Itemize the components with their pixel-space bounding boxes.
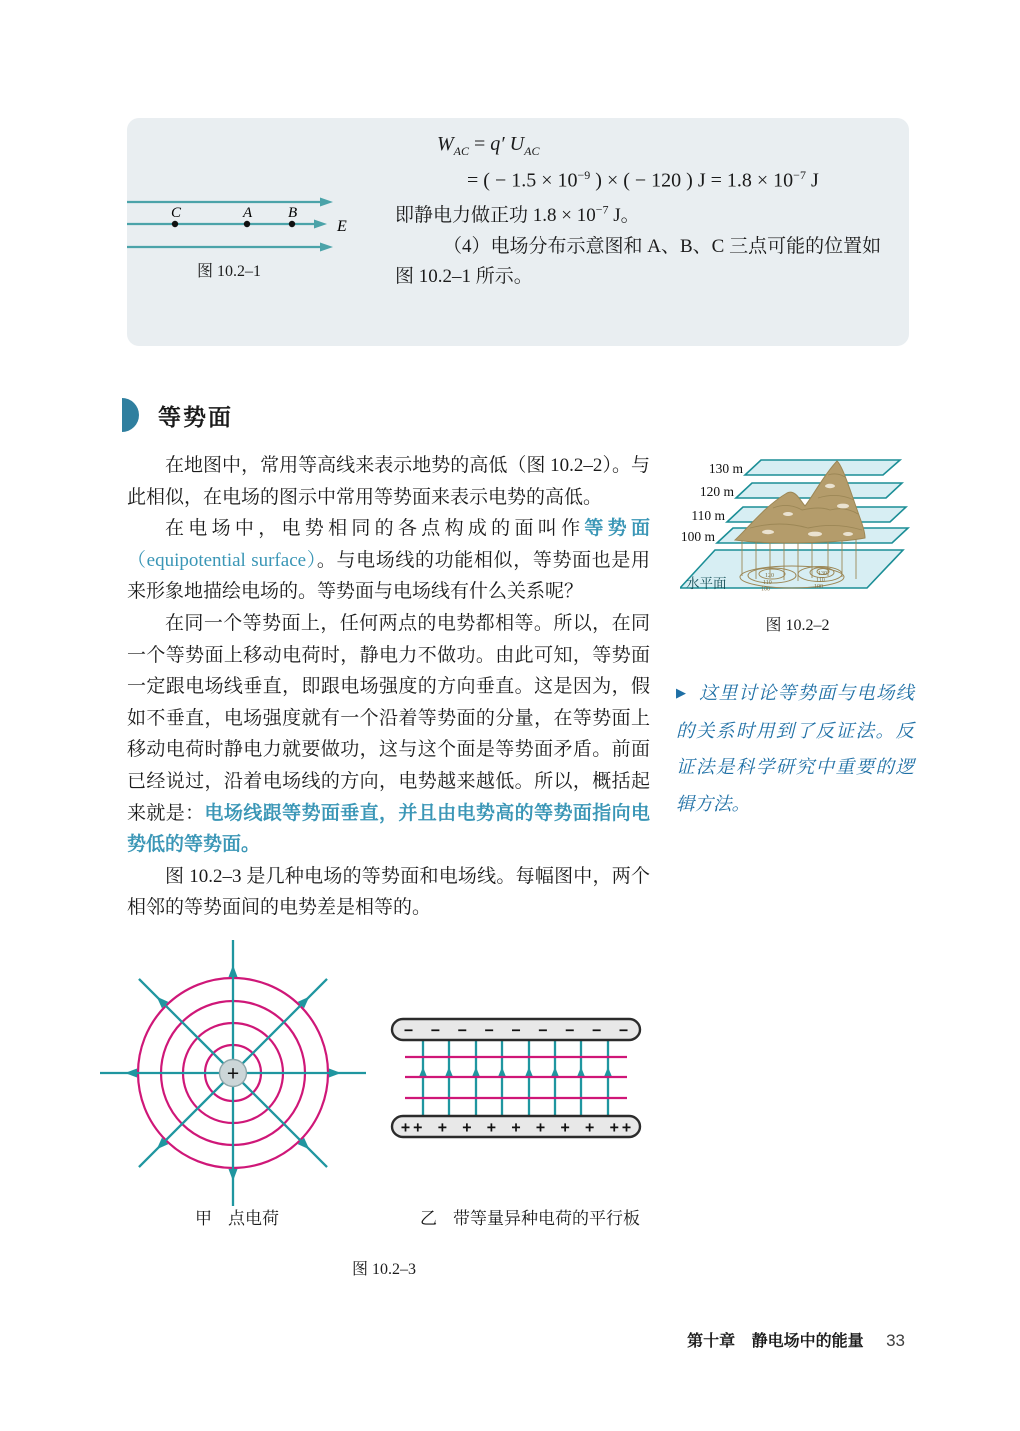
- equipotential-lines: [405, 1057, 627, 1098]
- side-note-arrow-icon: ▶: [676, 685, 688, 700]
- chapter-number: 第十章: [687, 1333, 736, 1350]
- section-heading: 等势面: [158, 404, 233, 430]
- page-footer: [505, 1328, 905, 1351]
- point-A-label: A: [243, 205, 253, 221]
- side-note-text: 这里讨论等势面与电场线的关系时用到了反证法。反证法是科学研究中重要的逻辑方法。: [676, 684, 914, 815]
- section-marker-icon: [122, 398, 139, 432]
- horizontal-plane-label: 水平面: [686, 576, 727, 591]
- field-arrow-icon: [320, 198, 333, 207]
- paragraph-4: 图 10.2–3 是几种电场的等势面和电场线。每幅图中，两个相邻的等势面间的电势差是相等的。: [127, 865, 650, 919]
- elevation-100: 100 m: [680, 529, 715, 544]
- svg-text:120: 120: [765, 573, 774, 579]
- point-B-dot: [289, 221, 295, 227]
- point-C-label: C: [171, 205, 182, 221]
- svg-text:110: 110: [763, 580, 772, 586]
- paragraph-1: 在地图中，常用等高线来表示地势的高低（图 10.2–2）。与此相似，在电场的图示中常用等势面来表示电势的高低。: [127, 455, 650, 508]
- item-4-line-2: 图 10.2–1 所示。: [395, 266, 533, 287]
- figure-10-2-2-caption: 图 10.2–2: [765, 617, 830, 634]
- parallel-plates-diagram: [390, 1014, 642, 1142]
- paragraph-2: 在电场中，电势相同的各点构成的面叫作等势面（equipotential surface）。与电场线的功能相似，等势面也是用来形象地描绘电场的。等势面与电场线有什么关系呢？: [127, 518, 650, 603]
- formula-W: W: [437, 133, 454, 155]
- keyword-equipotential-surface: 等势面: [584, 518, 650, 540]
- elevation-110: 110 m: [691, 508, 725, 523]
- elevation-120: 120 m: [699, 484, 734, 499]
- point-B-label: B: [288, 205, 298, 221]
- svg-text:100: 100: [814, 584, 823, 590]
- minus-signs: − − − − − − − − −: [404, 1021, 628, 1039]
- result-sentence: 即静电力做正功 $1.8 \times 10^{-7}$ J。: [395, 202, 640, 226]
- elevation-130: 130 m: [708, 461, 743, 476]
- svg-text:110: 110: [816, 577, 825, 584]
- rule-statement: 电场线跟等势面垂直，并且由电势高的等势面指向电势低的等势面。: [127, 802, 650, 856]
- plane-130m: [745, 460, 900, 475]
- field-E-label: E: [337, 218, 347, 235]
- figure-10-2-1-caption: 图 10.2–1: [197, 263, 262, 280]
- figure-10-2-2-terrain: [680, 448, 915, 616]
- point-A-dot: [244, 221, 250, 227]
- figure-10-2-1-field-lines: [127, 192, 357, 262]
- subfigure-jia-caption: 甲 点电荷: [195, 1209, 279, 1228]
- formula-line-1: $W_{AC} = q'$ $U_{AC}$: [437, 133, 540, 158]
- plus-sign: +: [226, 1060, 240, 1086]
- figure-10-2-3-caption: 图 10.2–3: [352, 1261, 417, 1278]
- point-charge-diagram: [98, 938, 368, 1208]
- subfigure-yi-caption: 乙 带等量异种电荷的平行板: [420, 1209, 640, 1228]
- svg-text:100: 100: [761, 586, 770, 593]
- formula-line-2: = ( − $1.5 \times 10^{-9}$ ) × ( − 120 ) $J = 1.8 \times 10^{-7}$ J: [467, 168, 819, 192]
- field-arrow-icon: [320, 243, 333, 252]
- page-number: 33: [886, 1331, 905, 1350]
- item-4-line-1: （4）电场分布示意图和 A、B、C 三点可能的位置如: [443, 236, 882, 257]
- side-note: [676, 676, 914, 823]
- svg-text:130: 130: [818, 571, 827, 577]
- plus-signs: ++ + + + + + + + ++: [401, 1118, 631, 1136]
- english-term: （equipotential surface）: [127, 549, 317, 571]
- point-C-dot: [172, 221, 178, 227]
- chapter-title: 静电场中的能量: [751, 1333, 864, 1350]
- paragraph-3: 在同一个等势面上，任何两点的电势都相等。所以，在同一个等势面上移动电荷时，静电力不做功。由此可知，等势面一定跟电场线垂直，即跟电场强度的方向垂直。这是因为，假如不垂直，电场强度就有一个沿着等势面的分量，在等势面上移动电荷时静电力就要做功，这与这个面是等势面矛盾。前面已经说过，沿着电场线的方向，电势越来越低。所以，概括起来就是：电场线跟等势面垂直，并且由电势高的等势面指向电势低的等势面。: [127, 612, 650, 856]
- body-text-column: [127, 450, 650, 924]
- example-box: [127, 118, 909, 346]
- field-arrow-icon: [314, 220, 327, 229]
